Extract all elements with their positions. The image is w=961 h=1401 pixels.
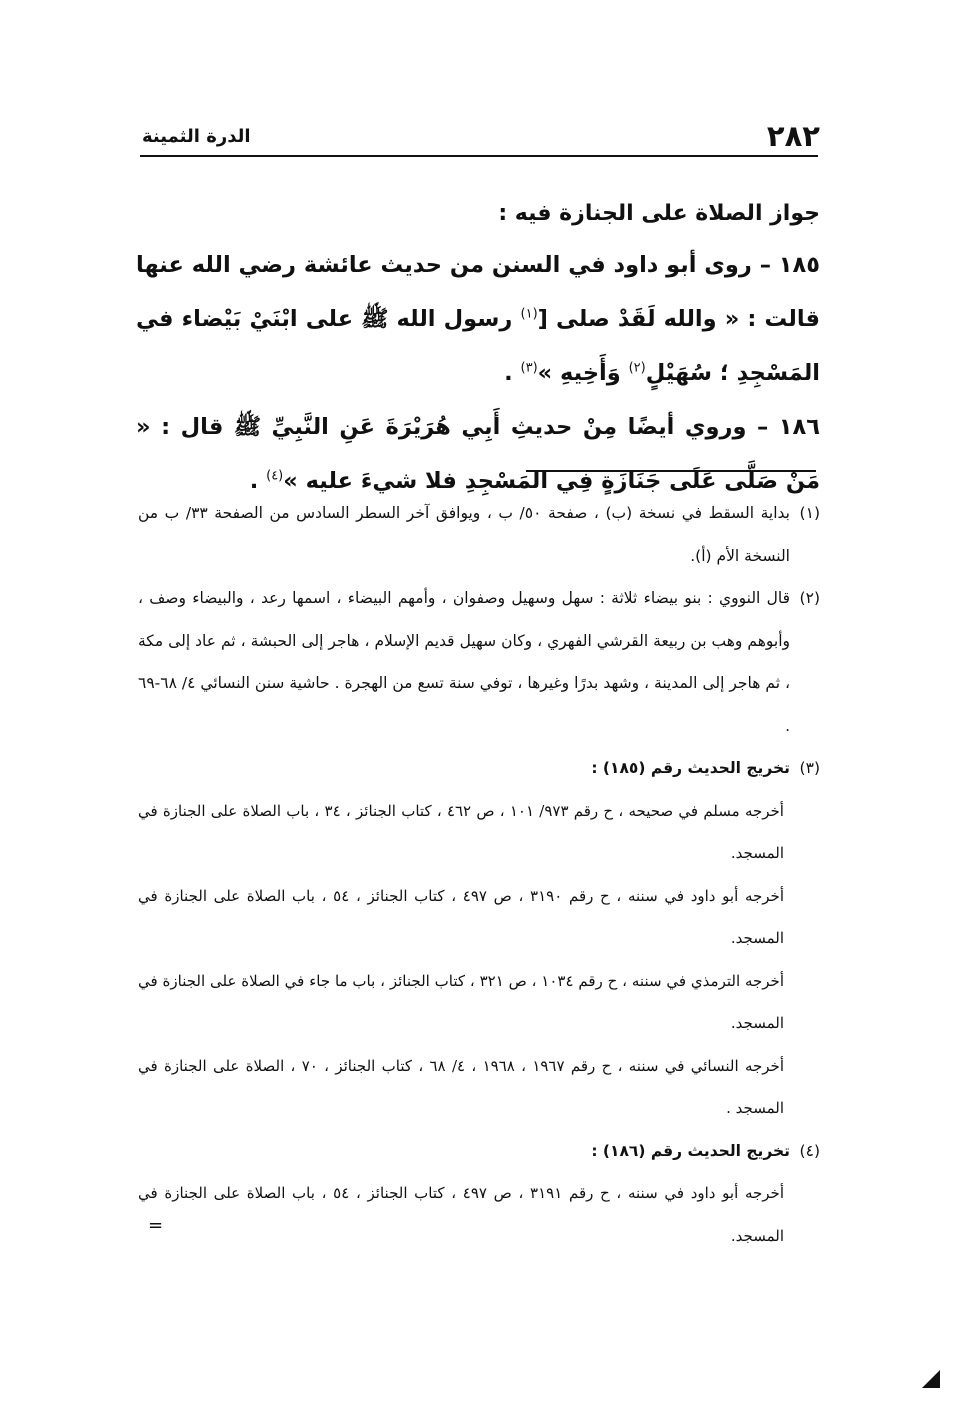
corner-triangle-icon xyxy=(922,1370,940,1388)
footnote-4 xyxy=(138,1130,820,1173)
footnote-1-number: (١) xyxy=(799,504,820,522)
footnote-ref-1[interactable]: (١) xyxy=(520,306,538,322)
footnote-3-ref-muslim: أخرجه مسلم في صحيحه ، ح رقم ٩٧٣/ ١٠١ ، ص ٤٦٢ ، كتاب الجنائز ، ٣٤ ، باب الصلاة على الجنازة في المسجد. xyxy=(138,801,784,862)
footnote-3-ref-abu-dawud: أخرجه أبو داود في سننه ، ح رقم ٣١٩٠ ، ص ٤٩٧ ، كتاب الجنائز ، ٥٤ ، باب الصلاة على الجنازة في المسجد. xyxy=(138,886,784,947)
hadith-185-text-2: رسول الله ﷺ على ابْنَيْ بَيْضاء في المَسْجِدِ ؛ سُهَيْلٍ xyxy=(136,306,820,386)
footnote-4-ref-abu-dawud: أخرجه أبو داود في سننه ، ح رقم ٣١٩١ ، ص ٤٩٧ ، كتاب الجنائز ، ٥٤ ، باب الصلاة على الجنازة في المسجد. xyxy=(138,1184,784,1245)
footnote-4-number: (٤) xyxy=(799,1141,820,1160)
hadith-186-text: ١٨٦ – وروي أيضًا مِنْ حديثِ أَبِي هُرَيْرَةَ عَنِ النَّبِيِّ ﷺ قال : « مَنْ صَلَّى عَلَى جَنَازَةٍ فِي المَسْجِدِ فلا شيءَ عليه » xyxy=(136,414,820,494)
footnote-1-text: بداية السقط في نسخة (ب) ، صفحة ٥٠/ ب ، ويوافق آخر السطر السادس من الصفحة ٣٣/ ب من النسخة الأم (أ). xyxy=(138,504,790,565)
footnote-3-ref-nasai: أخرجه النسائي في سننه ، ح رقم ١٩٦٧ ، ١٩٦٨ ، ٤/ ٦٨ ، كتاب الجنائز ، ٧٠ ، الصلاة على الجنازة في المسجد . xyxy=(138,1056,784,1117)
hadith-185-text: ١٨٥ – روى أبو داود في السنن من حديث عائشة رضي الله عنها قالت : « والله لَقَدْ صلى [ xyxy=(136,252,821,332)
page-number: ٢٨٢ xyxy=(766,119,820,153)
footnote-ref-2[interactable]: (٢) xyxy=(628,360,646,376)
hadith-185 xyxy=(136,238,820,400)
footnote-4-heading: تخريج الحديث رقم (١٨٦) : xyxy=(591,1141,790,1160)
footnote-3-number: (٣) xyxy=(799,759,820,777)
hadith-186-text-2: . xyxy=(249,468,267,494)
footnote-separator xyxy=(526,470,816,472)
footnote-ref-4[interactable]: (٤) xyxy=(266,468,284,484)
hadith-185-text-3: وَأَخِيهِ » xyxy=(537,360,629,386)
footnotes xyxy=(138,492,820,1257)
footnote-2-text: قال النووي : بنو بيضاء ثلاثة : سهل وسهيل وصفوان ، وأمهم البيضاء ، اسمها رعد ، والبيضاء وصف ، وأبوهم وهب بن ربيعة القرشي الفهري ، وكان سهيل قديم الإسلام ، هاجر إلى الحبشة ، ثم عاد إلى مكة ، ثم هاجر إلى المدينة ، وشهد بدرًا وغيرها ، توفي سنة تسع من الهجرة . حاشية سنن النسائي ٤/ ٦٨-٦٩ . xyxy=(138,589,791,735)
header-rule xyxy=(140,155,818,157)
main-text xyxy=(136,190,820,508)
section-heading: جواز الصلاة على الجنازة فيه : xyxy=(498,201,820,226)
footnote-3 xyxy=(138,747,820,790)
footnote-2-number: (٢) xyxy=(799,589,820,607)
footnote-ref-3[interactable]: (٣) xyxy=(520,360,538,376)
continuation-mark: = xyxy=(148,1215,164,1236)
footnote-1 xyxy=(138,492,820,577)
footnote-3-heading: تخريج الحديث رقم (١٨٥) : xyxy=(591,759,790,777)
hadith-185-text-4: . xyxy=(504,360,521,386)
running-title: الدرة الثمينة xyxy=(142,126,251,147)
footnote-3-ref-tirmidhi: أخرجه الترمذي في سننه ، ح رقم ١٠٣٤ ، ص ٣٢١ ، كتاب الجنائز ، باب ما جاء في الصلاة على الجنازة في المسجد. xyxy=(138,971,784,1032)
footnote-2 xyxy=(138,577,820,747)
